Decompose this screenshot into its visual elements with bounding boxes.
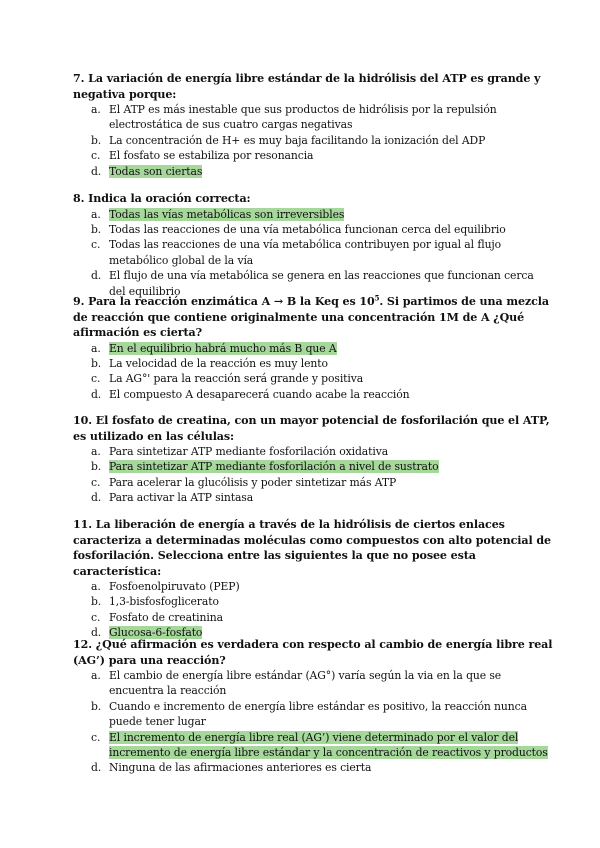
question-10 [73, 413, 553, 506]
option-d-correct: d. Todas son ciertas [91, 164, 203, 178]
option-b: b. Cuando e incremento de energía libre estándar es positivo, la reacción nunca puede tener lugar [91, 699, 527, 729]
option-c: c. Fosfato de creatinina [91, 610, 223, 624]
option-d-correct: d. Glucosa-6-fosfato [91, 626, 203, 640]
option-d: d. El flujo de una vía metabólica se genera en las reacciones que funcionan cerca del equilibrio [91, 269, 534, 298]
options-list [73, 102, 553, 179]
option-c-correct: c. El incremento de energía libre real (AG’) viene determinado por el valor del incremento de energía libre estándar y la concentración de reactivos y productos [91, 730, 548, 760]
question-8 [73, 191, 553, 299]
option-c: c. El fosfato se estabiliza por resonancia [91, 149, 314, 163]
option-a: a. El cambio de energía libre estándar (AG°) varía según la via en la que se encuentra la reacción [91, 669, 502, 698]
option-b: b. Todas las reacciones de una vía metabólica funcionan cerca del equilibrio [91, 222, 506, 236]
option-d: d. El compuesto A desaparecerá cuando acabe la reacción [91, 387, 410, 401]
options-list [73, 207, 553, 299]
option-b: b. La concentración de H+ es muy baja facilitando la ionización del ADP [91, 133, 486, 147]
option-d: d. Para activar la ATP sintasa [91, 491, 254, 505]
option-c: c. La AG°' para la reacción será grande y positiva [91, 372, 364, 386]
options-list [73, 341, 553, 403]
question-title: 11. La liberación de energía a través de la hidrólisis de ciertos enlaces caracteriza a determinadas moléculas como compuestos con alto potencial de fosforilación. Selecciona entre las siguientes la que no posee esta característica: [73, 518, 551, 578]
options-list [73, 444, 553, 506]
option-c: c. Todas las reacciones de una vía metabólica contribuyen por igual al flujo metabólico global de la vía [91, 238, 502, 267]
question-title: 12. ¿Qué afirmación es verdadera con respecto al cambio de energía libre real (AG’) para una reacción? [73, 638, 553, 667]
option-c: c. Para acelerar la glucólisis y poder sintetizar más ATP [91, 475, 397, 489]
option-b: b. La velocidad de la reacción es muy lento [91, 356, 328, 370]
question-title: 7. La variación de energía libre estándar de la hidrólisis del ATP es grande y negativa porque: [73, 72, 541, 101]
question-11 [73, 517, 553, 641]
options-list [73, 579, 553, 641]
option-a-correct: a. Todas las vías metabólicas son irreversibles [91, 207, 345, 221]
question-9 [73, 294, 553, 402]
question-7 [73, 71, 553, 179]
option-b-correct: b. Para sintetizar ATP mediante fosforilación a nivel de sustrato [91, 460, 439, 474]
question-title: 10. El fosfato de creatina, con un mayor potencial de fosforilación que el ATP, es utilizado en las células: [73, 414, 550, 443]
question-title: 8. Indica la oración correcta: [73, 192, 251, 205]
option-a-correct: a. En el equilibrio habrá mucho más B que A [91, 341, 337, 355]
option-a: a. Para sintetizar ATP mediante fosforilación oxidativa [91, 445, 389, 458]
question-12 [73, 637, 553, 776]
question-title: 9. Para la reacción enzimática A → B la Keq es $10^5$. Si partimos de una mezcla de reacción que contiene originalmente una concentración 1M de A ¿Qué afirmación es cierta? [73, 293, 549, 339]
option-a: a. Fosfoenolpiruvato (PEP) [91, 580, 240, 593]
options-list [73, 668, 553, 776]
option-a: a. El ATP es más inestable que sus productos de hidrólisis por la repulsión electrostática de sus cuatro cargas negativas [91, 103, 497, 132]
option-b: b. 1,3-bisfosfoglicerato [91, 595, 219, 609]
option-d: d. Ninguna de las afirmaciones anteriores es cierta [91, 761, 372, 775]
